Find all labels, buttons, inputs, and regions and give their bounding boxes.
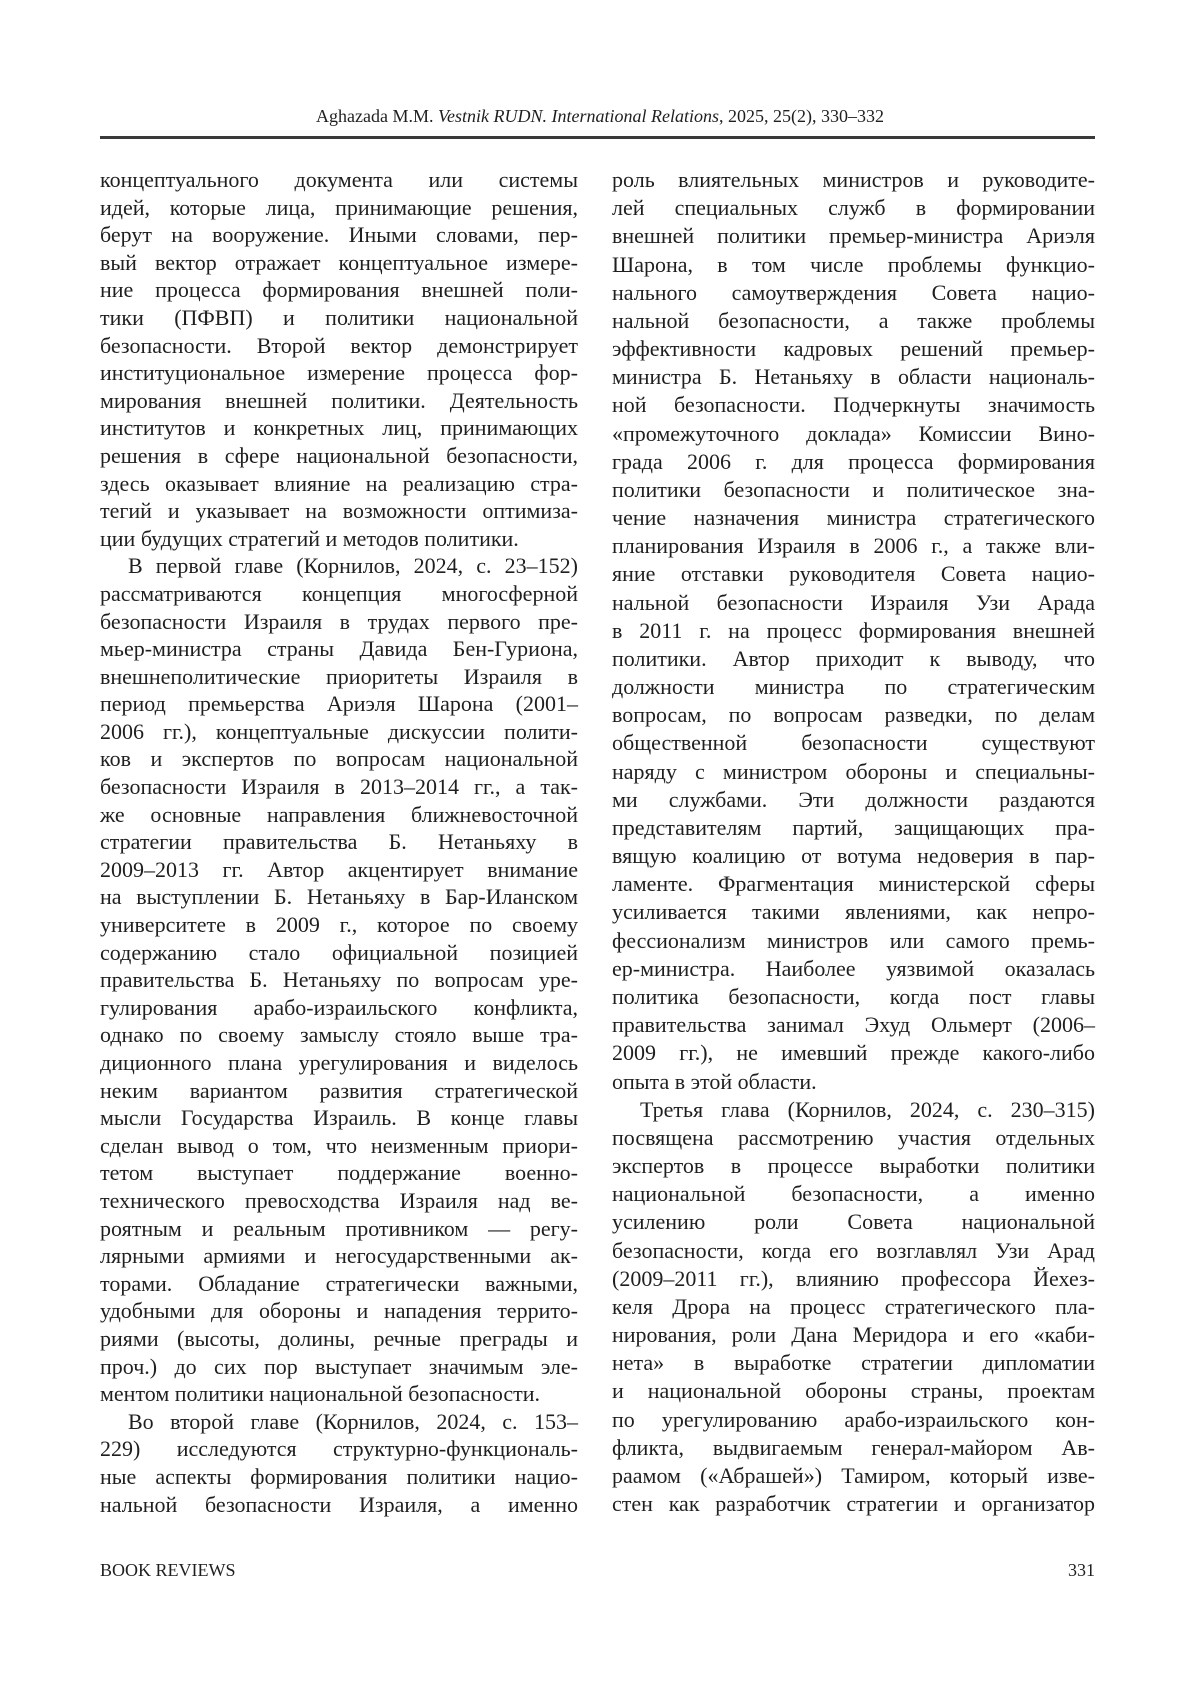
text-line: период премьерства Ариэля Шарона (2001–	[100, 691, 578, 717]
text-line: стратегии правительства Б. Нетаньяху в	[100, 829, 578, 855]
text-line: идей, которые лица, принимающие решения,	[100, 194, 578, 220]
text-line: правительства занимал Эхуд Ольмерт (2006–	[612, 1012, 1095, 1038]
running-header	[0, 105, 1200, 127]
text-line: удобными для обороны и нападения террито-	[100, 1298, 578, 1324]
header-rule	[100, 136, 1095, 139]
text-line: риями (высоты, долины, речные преграды и	[100, 1325, 578, 1351]
header-journal-title: Vestnik RUDN. International Relations	[438, 106, 719, 126]
text-line: проч.) до сих пор выступает значимым эле-	[100, 1353, 578, 1379]
footer-page-number: 331	[1068, 1560, 1095, 1580]
text-line: однако по своему замыслу стояло выше тра-	[100, 1022, 578, 1048]
text-line: технического превосходства Израиля над ве-	[100, 1187, 578, 1213]
text-line: нального самоутверждения Совета нацио-	[612, 279, 1095, 305]
text-line: усиливается такими явлениями, как непро-	[612, 899, 1095, 925]
text-line: политика безопасности, когда пост главы	[612, 983, 1095, 1009]
text-line: лей специальных служб в формировании	[612, 195, 1095, 221]
text-line: внешней политики премьер-министра Ариэля	[612, 223, 1095, 249]
text-line: нальной безопасности, а также проблемы	[612, 307, 1095, 333]
text-line: общественной безопасности существуют	[612, 730, 1095, 756]
text-line: берут на вооружение. Иными словами, пер-	[100, 222, 578, 248]
text-line: политики. Автор приходит к выводу, что	[612, 645, 1095, 671]
text-line: нирования, роли Дана Меридора и его «каби-	[612, 1322, 1095, 1348]
text-line: «промежуточного доклада» Комиссии Вино-	[612, 420, 1095, 446]
text-line: наряду с министром обороны и специальны-	[612, 758, 1095, 784]
text-line: концептуального документа или системы	[100, 167, 578, 192]
text-line: тетом выступает поддержание военно-	[100, 1160, 578, 1186]
text-line: безопасности, когда его возглавлял Узи Арад	[612, 1237, 1095, 1263]
text-line: 2009–2013 гг. Автор акцентирует внимание	[100, 856, 578, 882]
text-line: мысли Государства Израиль. В конце главы	[100, 1105, 578, 1131]
text-line: Шарона, в том числе проблемы функцио-	[612, 251, 1095, 277]
text-line: 2006 гг.), концептуальные дискуссии полити-	[100, 718, 578, 744]
text-line: мирования внешней политики. Деятельность	[100, 387, 578, 413]
text-line: внешнеполитические приоритеты Израиля в	[100, 663, 578, 689]
text-line: национальной безопасности, а именно	[612, 1181, 1095, 1207]
text-line: сделан вывод о том, что неизменным приори-	[100, 1132, 578, 1158]
text-line: гулирования арабо-израильского конфликта,	[100, 994, 578, 1020]
text-line: вый вектор отражает концептуальное измере-	[100, 249, 578, 275]
text-line: министра Б. Нетаньяху в области националь-	[612, 364, 1095, 390]
text-line: диционного плана урегулирования и виделось	[100, 1050, 578, 1075]
column-right	[612, 166, 1095, 1518]
text-line: стен как разработчик стратегии и организатор	[612, 1491, 1095, 1517]
text-line: представителям партий, защищающих пра-	[612, 814, 1095, 840]
text-line: града 2006 г. для процесса формирования	[612, 448, 1095, 474]
page-footer	[100, 1559, 1095, 1581]
text-line: решения в сфере национальной безопасности,	[100, 442, 578, 468]
text-line: (2009–2011 гг.), влиянию профессора Йехез-	[612, 1265, 1095, 1291]
text-line: ции будущих стратегий и методов политики.	[100, 525, 519, 551]
text-line: ные аспекты формирования политики нацио-	[100, 1463, 578, 1489]
text-line: усилению роли Совета национальной	[612, 1209, 1095, 1235]
text-line: лярными армиями и негосударственными ак-	[100, 1243, 578, 1269]
text-line: вопросам, по вопросам разведки, по делам	[612, 702, 1095, 728]
text-line: Третья глава (Корнилов, 2024, с. 230–315)	[640, 1096, 1095, 1122]
column-left	[100, 166, 578, 1518]
header-issue-info: , 2025, 25(2), 330–332	[718, 106, 884, 126]
text-line: на выступлении Б. Нетаньяху в Бар-Иланском	[100, 884, 578, 910]
text-line: планирования Израиля в 2006 г., а также вли-	[612, 533, 1095, 559]
text-line: фессионализм министров или самого премь-	[612, 927, 1095, 953]
text-line: тики (ПФВП) и политики национальной	[100, 304, 578, 330]
text-line: правительства Б. Нетаньяху по вопросам уре-	[100, 967, 578, 993]
text-line: роятным и реальным противником — регу-	[100, 1215, 578, 1241]
text-line: 229) исследуются структурно-функциональ-	[100, 1436, 578, 1462]
text-line: безопасности Израиля в трудах первого пре-	[100, 608, 578, 634]
text-line: ков и экспертов по вопросам национальной	[100, 746, 578, 772]
text-line: институтов и конкретных лиц, принимающих	[100, 415, 578, 441]
footer-running-title: BOOK REVIEWS	[100, 1560, 236, 1580]
text-line: по урегулированию арабо-израильского кон-	[612, 1406, 1095, 1432]
text-line: В первой главе (Корнилов, 2024, с. 23–152)	[128, 553, 578, 579]
header-author: Aghazada M.M.	[316, 106, 438, 126]
text-line: тегий и указывает на возможности оптимиза-	[100, 498, 578, 524]
text-line: нальной безопасности Израиля Узи Арада	[612, 589, 1095, 615]
text-line: экспертов в процессе выработки политики	[612, 1153, 1095, 1179]
text-line: политики безопасности и политическое зна-	[612, 476, 1095, 502]
text-line: и национальной обороны страны, проектам	[612, 1378, 1095, 1404]
text-line: ер-министра. Наиболее уязвимой оказалась	[612, 955, 1095, 981]
text-line: мьер-министра страны Давида Бен-Гуриона,	[100, 636, 578, 662]
text-line: яние отставки руководителя Совета нацио-	[612, 561, 1095, 587]
text-line: вящую коалицию от вотума недоверия в пар-	[612, 843, 1095, 869]
text-line: здесь оказывает влияние на реализацию стра-	[100, 470, 578, 496]
text-line: келя Дрора на процесс стратегического пла-	[612, 1293, 1095, 1319]
text-line: должности министра по стратегическим	[612, 674, 1095, 700]
text-line: же основные направления ближневосточной	[100, 801, 578, 827]
text-line: Во второй главе (Корнилов, 2024, с. 153–	[128, 1408, 578, 1434]
text-line: ние процесса формирования внешней поли-	[100, 277, 578, 303]
body-text	[100, 166, 1095, 1518]
text-line: опыта в этой области.	[612, 1068, 817, 1094]
text-line: торами. Обладание стратегически важными,	[100, 1270, 578, 1296]
text-line: неким вариантом развития стратегической	[100, 1077, 578, 1103]
text-line: раамом («Абрашей») Тамиром, который изве-	[612, 1462, 1095, 1488]
text-line: безопасности. Второй вектор демонстрирует	[100, 332, 578, 358]
text-line: ментом политики национальной безопасности.	[100, 1381, 541, 1407]
text-line: нета» в выработке стратегии дипломатии	[612, 1350, 1095, 1376]
text-line: 2009 гг.), не имевший прежде какого-либо	[612, 1040, 1095, 1066]
text-line: университете в 2009 г., которое по своему	[100, 912, 578, 938]
text-line: ми службами. Эти должности раздаются	[612, 786, 1095, 812]
text-line: в 2011 г. на процесс формирования внешней	[612, 617, 1095, 643]
text-line: чение назначения министра стратегического	[612, 505, 1095, 531]
text-line: эффективности кадровых решений премьер-	[612, 336, 1095, 362]
text-line: рассматриваются концепция многосферной	[100, 580, 578, 606]
text-line: институциональное измерение процесса фор-	[100, 360, 578, 386]
text-line: безопасности Израиля в 2013–2014 гг., а так-	[100, 774, 578, 800]
text-line: роль влиятельных министров и руководите-	[612, 167, 1095, 192]
text-line: нальной безопасности Израиля, а именно	[100, 1491, 578, 1517]
text-line: посвящена рассмотрению участия отдельных	[612, 1124, 1095, 1150]
text-line: содержанию стало официальной позицией	[100, 939, 578, 965]
text-line: ной безопасности. Подчеркнуты значимость	[612, 392, 1095, 418]
text-line: ламенте. Фрагментация министерской сферы	[612, 871, 1095, 897]
text-line: фликта, выдвигаемым генерал-майором Ав-	[612, 1434, 1095, 1460]
